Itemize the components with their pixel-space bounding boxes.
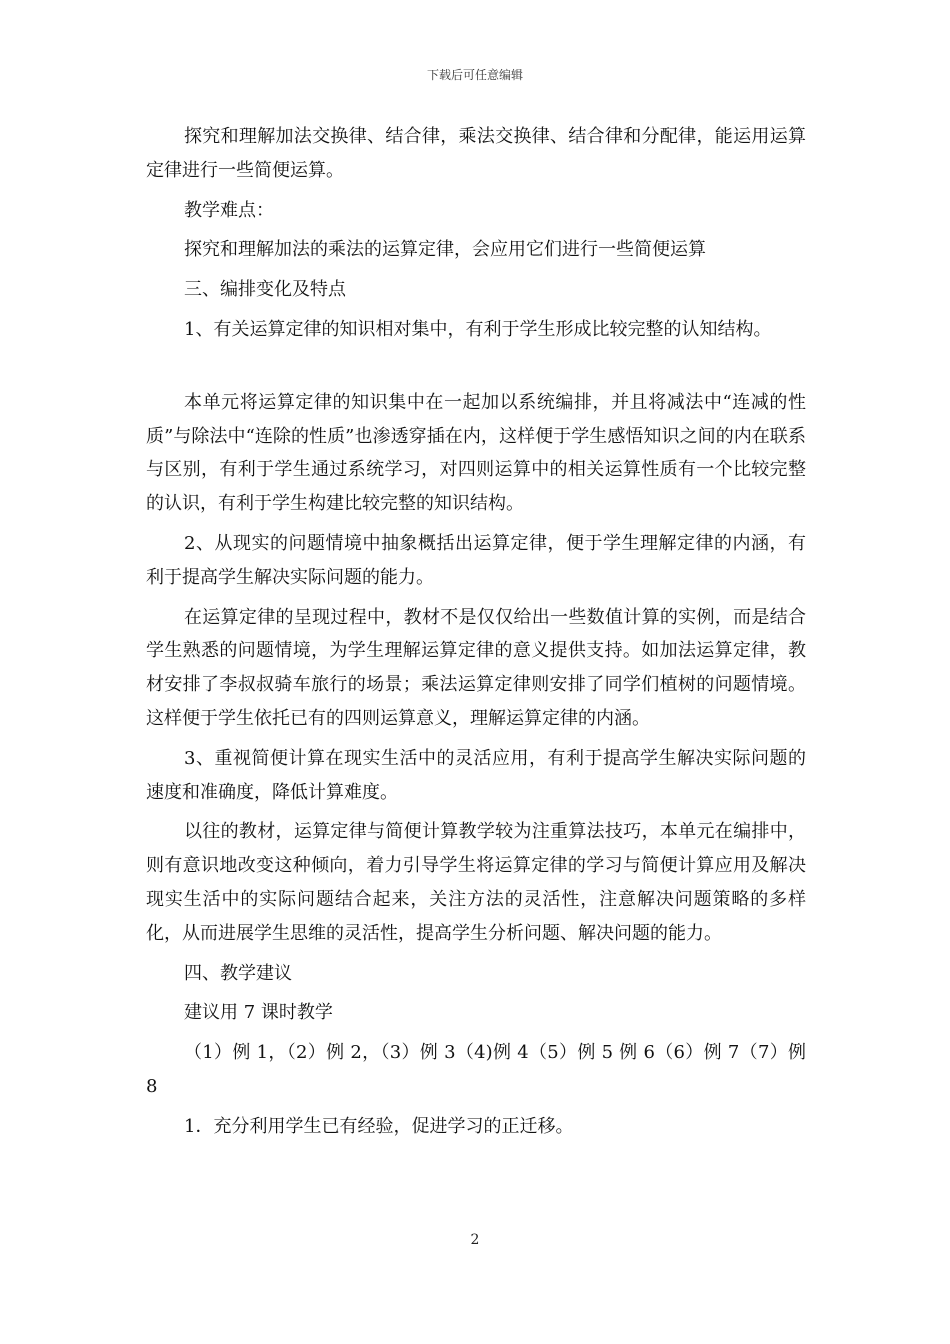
paragraph-lesson-list: （1）例 1，（2）例 2，（3）例 3（4)例 4（5）例 5 例 6（6）例 7（7）例 8 xyxy=(146,1042,806,1097)
paragraph-difficulty-heading: 教学难点： xyxy=(184,199,274,221)
paragraph-point-2: 2、从现实的问题情境中抽象概括出运算定律，便于学生理解定律的内涵，有利于提高学生解决实际问题的能力。 xyxy=(146,532,806,588)
paragraph-key-points: 探究和理解加法交换律、结合律，乘法交换律、结合律和分配律，能运用运算定律进行一些简便运算。 xyxy=(146,126,806,181)
paragraph-difficulty: 探究和理解加法的乘法的运算定律，会应用它们进行一些简便运算 xyxy=(184,239,706,261)
paragraph-suggestion-1: 1．充分利用学生已有经验，促进学习的正迁移。 xyxy=(184,1115,574,1137)
document-body xyxy=(146,120,806,1144)
paragraph-point-2-detail: 在运算定律的呈现过程中，教材不是仅仅给出一些数值计算的实例，而是结合学生熟悉的问题情境，为学生理解运算定律的意义提供支持。如加法运算定律，教材安排了李叔叔骑车旅行的场景；乘法运算定律则安排了同学们植树的问题情境。这样便于学生依托已有的四则运算意义，理解运算定律的内涵。 xyxy=(146,606,806,729)
page-header: 下载后可任意编辑 xyxy=(426,68,523,82)
blank-line xyxy=(146,347,806,380)
paragraph-point-1-detail: 本单元将运算定律的知识集中在一起加以系统编排，并且将减法中“连减的性质”与除法中“连除的性质”也渗透穿插在内，这样便于学生感悟知识之间的内在联系与区别，有利于学生通过系统学习，对四则运算中的相关运算性质有一个比较完整的认识，有利于学生构建比较完整的知识结构。 xyxy=(146,391,806,515)
paragraph-point-3-detail: 以往的教材，运算定律与简便计算教学较为注重算法技巧，本单元在编排中，则有意识地改变这种倾向，着力引导学生将运算定律的学习与简便计算应用及解决现实生活中的实际问题结合起来，关注方法的灵活性，注意解决问题策略的多样化，从而进展学生思维的灵活性，提高学生分析问题、解决问题的能力。 xyxy=(146,821,806,944)
section-heading-4: 四、教学建议 xyxy=(184,962,292,984)
section-heading-3: 三、编排变化及特点 xyxy=(184,279,346,301)
paragraph-lesson-count: 建议用 7 课时教学 xyxy=(184,1002,333,1024)
paragraph-point-1: 1、有关运算定律的知识相对集中，有利于学生形成比较完整的认知结构。 xyxy=(184,318,772,340)
page-number: 2 xyxy=(470,1232,480,1248)
paragraph-point-3: 3、重视简便计算在现实生活中的灵活应用，有利于提高学生解决实际问题的速度和准确度，降低计算难度。 xyxy=(146,747,806,803)
